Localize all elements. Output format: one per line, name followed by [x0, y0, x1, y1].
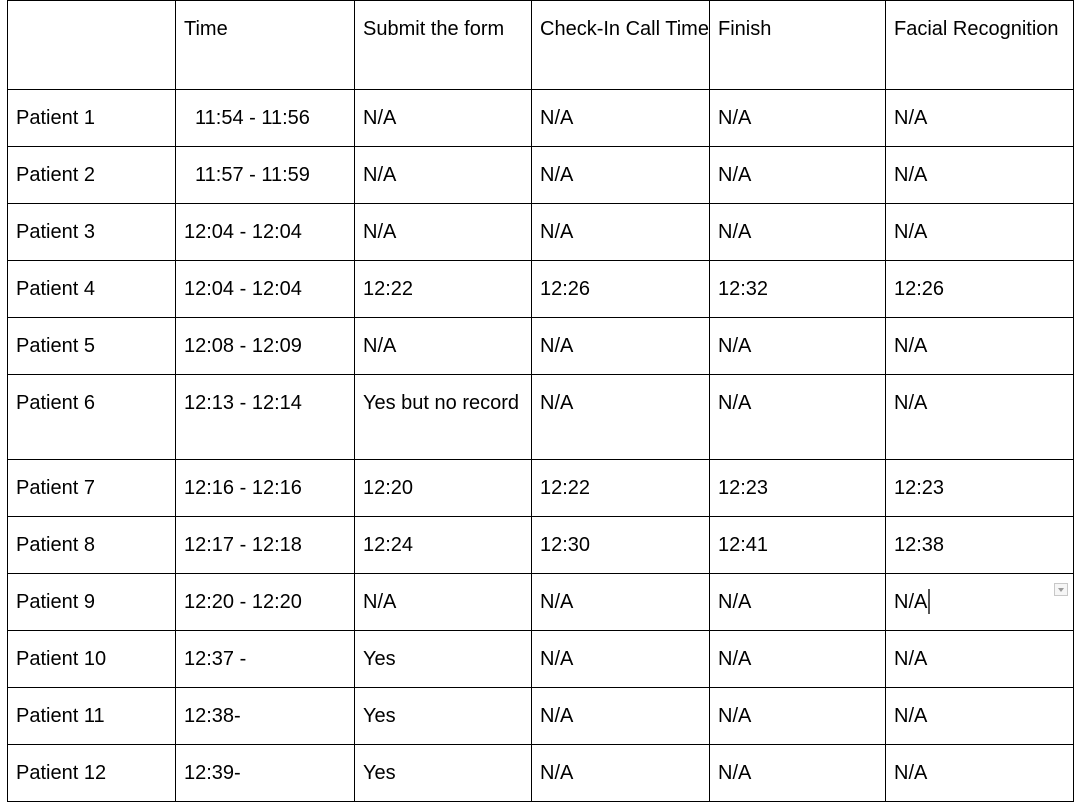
- cell-text: 12:20 - 12:20: [184, 591, 302, 613]
- table-cell-finish[interactable]: [710, 745, 886, 802]
- cell-text: N/A: [718, 107, 752, 129]
- cell-text: Patient 3: [16, 221, 95, 243]
- table-cell-patient[interactable]: [8, 90, 176, 147]
- table-cell-facial-recognition[interactable]: [886, 517, 1074, 574]
- table-row: [8, 204, 1074, 261]
- cell-text: N/A: [540, 392, 574, 414]
- cell-text: Yes but no record: [363, 392, 520, 414]
- header-cell-submit-form[interactable]: [355, 1, 532, 90]
- cell-text: N/A: [894, 335, 928, 357]
- table-cell-facial-recognition[interactable]: [886, 375, 1074, 460]
- table-cell-submit-form[interactable]: [355, 318, 532, 375]
- cell-text: N/A: [718, 164, 752, 186]
- table-cell-finish[interactable]: [710, 375, 886, 460]
- cell-text: N/A: [718, 221, 752, 243]
- table-cell-check-in-call-time[interactable]: [532, 90, 710, 147]
- cell-text: Patient 1: [16, 107, 95, 129]
- table-cell-patient[interactable]: [8, 375, 176, 460]
- cell-text: 11:54 - 11:56: [195, 107, 310, 129]
- table-cell-check-in-call-time[interactable]: [532, 261, 710, 318]
- header-cell-corner[interactable]: [8, 1, 176, 90]
- table-row: [8, 574, 1074, 631]
- table-cell-patient[interactable]: [8, 745, 176, 802]
- cell-text: N/A: [718, 762, 752, 784]
- table-cell-patient[interactable]: [8, 318, 176, 375]
- table-cell-patient[interactable]: [8, 147, 176, 204]
- table-cell-check-in-call-time[interactable]: [532, 460, 710, 517]
- header-cell-check-in-call-time[interactable]: [532, 1, 710, 90]
- cell-text: N/A: [894, 221, 928, 243]
- table-cell-time[interactable]: [176, 318, 355, 375]
- cell-text: N/A: [363, 107, 397, 129]
- table-cell-check-in-call-time[interactable]: [532, 745, 710, 802]
- cell-text: 12:13 - 12:14: [184, 392, 302, 414]
- cell-text: 12:26: [894, 278, 945, 300]
- table-cell-facial-recognition[interactable]: [886, 261, 1074, 318]
- table-cell-submit-form[interactable]: [355, 688, 532, 745]
- cell-text: Yes: [363, 705, 396, 727]
- cell-text: 12:37 -: [184, 648, 247, 670]
- table-row: [8, 147, 1074, 204]
- header-label: Finish: [718, 18, 772, 40]
- cell-text: N/A: [540, 107, 574, 129]
- cell-text: N/A: [540, 762, 574, 784]
- header-row: [8, 1, 1074, 90]
- table-cell-finish[interactable]: [710, 261, 886, 318]
- patient-timing-table: [7, 0, 1074, 802]
- header-label: Time: [184, 18, 228, 40]
- cell-text: 12:16 - 12:16: [184, 477, 302, 499]
- cell-text: 12:22: [540, 477, 591, 499]
- cell-text: Patient 12: [16, 762, 107, 784]
- cell-text: 12:17 - 12:18: [184, 534, 302, 556]
- table-cell-finish[interactable]: [710, 574, 886, 631]
- cell-text: 11:57 - 11:59: [195, 164, 310, 186]
- cell-text: N/A: [894, 648, 928, 670]
- table-row: [8, 90, 1074, 147]
- table-cell-time[interactable]: [176, 631, 355, 688]
- header-cell-time[interactable]: [176, 1, 355, 90]
- cell-text: 12:04 - 12:04: [184, 278, 302, 300]
- cell-text: Yes: [363, 648, 396, 670]
- table-cell-facial-recognition[interactable]: [886, 147, 1074, 204]
- cell-text: N/A: [894, 164, 928, 186]
- header-label: Check-In Call Time: [540, 18, 709, 40]
- table-cell-facial-recognition[interactable]: [886, 318, 1074, 375]
- header-label: Facial Recognition: [894, 18, 1059, 40]
- text-cursor: [928, 589, 930, 614]
- cell-text: N/A: [363, 221, 397, 243]
- cell-text: N/A: [894, 762, 928, 784]
- table-cell-patient[interactable]: [8, 204, 176, 261]
- cell-text: Patient 5: [16, 335, 95, 357]
- table-cell-finish[interactable]: [710, 318, 886, 375]
- table-cell-finish[interactable]: [710, 460, 886, 517]
- table-cell-patient[interactable]: [8, 574, 176, 631]
- cell-text: N/A: [894, 705, 928, 727]
- table-cell-finish[interactable]: [710, 517, 886, 574]
- cell-text: 12:20: [363, 477, 414, 499]
- table-cell-finish[interactable]: [710, 631, 886, 688]
- cell-text: Patient 6: [16, 392, 95, 414]
- cell-text: N/A: [718, 335, 752, 357]
- header-label: Submit the form: [363, 18, 505, 40]
- cell-text: N/A: [718, 591, 752, 613]
- cell-text: 12:30: [540, 534, 591, 556]
- cell-text: N/A: [540, 591, 574, 613]
- table-cell-check-in-call-time[interactable]: [532, 375, 710, 460]
- cell-text: 12:32: [718, 278, 769, 300]
- cell-text: Patient 11: [16, 705, 105, 727]
- cell-text: N/A: [363, 335, 397, 357]
- cell-text: Yes: [363, 762, 396, 784]
- table-cell-check-in-call-time[interactable]: [532, 204, 710, 261]
- cell-text: N/A: [540, 705, 574, 727]
- cell-text: N/A: [540, 164, 574, 186]
- table-cell-time[interactable]: [176, 745, 355, 802]
- cell-text: Patient 8: [16, 534, 95, 556]
- table-cell-time[interactable]: [176, 147, 355, 204]
- table-cell-finish[interactable]: [710, 688, 886, 745]
- table-cell-submit-form[interactable]: [355, 90, 532, 147]
- cell-text: N/A: [540, 648, 574, 670]
- table-row: [8, 631, 1074, 688]
- table-cell-check-in-call-time[interactable]: [532, 688, 710, 745]
- table-cell-submit-form[interactable]: [355, 204, 532, 261]
- table-cell-time[interactable]: [176, 688, 355, 745]
- cell-text: 12:22: [363, 278, 414, 300]
- table-cell-submit-form[interactable]: [355, 517, 532, 574]
- cell-text: Patient 2: [16, 164, 95, 186]
- table-cell-facial-recognition[interactable]: [886, 631, 1074, 688]
- table-row: [8, 375, 1074, 460]
- cell-text: N/A: [540, 335, 574, 357]
- chevron-down-icon[interactable]: [1054, 583, 1068, 596]
- table-cell-time[interactable]: [176, 204, 355, 261]
- cell-text: N/A: [894, 591, 928, 613]
- table-row: [8, 745, 1074, 802]
- cell-text: Patient 4: [16, 278, 95, 300]
- table-cell-facial-recognition[interactable]: [886, 745, 1074, 802]
- table-cell-patient[interactable]: [8, 688, 176, 745]
- table-cell-check-in-call-time[interactable]: [532, 631, 710, 688]
- table-cell-submit-form[interactable]: [355, 261, 532, 318]
- table-cell-submit-form[interactable]: [355, 147, 532, 204]
- table-cell-time[interactable]: [176, 460, 355, 517]
- cell-text: N/A: [894, 107, 928, 129]
- table-row: [8, 460, 1074, 517]
- table-cell-check-in-call-time[interactable]: [532, 318, 710, 375]
- table-cell-time[interactable]: [176, 90, 355, 147]
- table-cell-finish[interactable]: [710, 90, 886, 147]
- table-cell-facial-recognition[interactable]: [886, 90, 1074, 147]
- header-cell-facial-recognition[interactable]: [886, 1, 1074, 90]
- cell-text: 12:24: [363, 534, 414, 556]
- cell-text: N/A: [540, 221, 574, 243]
- table-row: [8, 688, 1074, 745]
- cell-text: 12:26: [540, 278, 591, 300]
- header-cell-finish[interactable]: [710, 1, 886, 90]
- cell-text: Patient 10: [16, 648, 107, 670]
- cell-text: N/A: [363, 591, 397, 613]
- table-cell-facial-recognition-active[interactable]: [886, 574, 1074, 631]
- cell-text: 12:23: [894, 477, 945, 499]
- table-cell-submit-form[interactable]: [355, 460, 532, 517]
- cell-text: 12:41: [718, 534, 769, 556]
- cell-text: 12:38-: [184, 705, 241, 727]
- table-cell-patient[interactable]: [8, 460, 176, 517]
- table-cell-submit-form[interactable]: [355, 745, 532, 802]
- table-cell-check-in-call-time[interactable]: [532, 147, 710, 204]
- header-label: [16, 1, 175, 16]
- table-cell-time[interactable]: [176, 517, 355, 574]
- table-cell-submit-form[interactable]: [355, 375, 532, 460]
- cell-text: 12:08 - 12:09: [184, 335, 302, 357]
- table-cell-patient[interactable]: [8, 261, 176, 318]
- table-cell-finish[interactable]: [710, 204, 886, 261]
- cell-text: Patient 9: [16, 591, 95, 613]
- cell-text: 12:04 - 12:04: [184, 221, 302, 243]
- cell-text: N/A: [718, 392, 752, 414]
- table-cell-facial-recognition[interactable]: [886, 688, 1074, 745]
- table-cell-facial-recognition[interactable]: [886, 460, 1074, 517]
- table-cell-time[interactable]: [176, 574, 355, 631]
- table-cell-patient[interactable]: [8, 631, 176, 688]
- table-cell-patient[interactable]: [8, 517, 176, 574]
- table-row: [8, 517, 1074, 574]
- table-cell-check-in-call-time[interactable]: [532, 574, 710, 631]
- cell-text: N/A: [363, 164, 397, 186]
- cell-text: N/A: [718, 705, 752, 727]
- cell-text: N/A: [718, 648, 752, 670]
- cell-text: N/A: [894, 392, 928, 414]
- table-cell-time[interactable]: [176, 261, 355, 318]
- table-row: [8, 318, 1074, 375]
- cell-text-wrap: [894, 574, 1073, 615]
- table-cell-finish[interactable]: [710, 147, 886, 204]
- table-cell-time[interactable]: [176, 375, 355, 460]
- table-cell-facial-recognition[interactable]: [886, 204, 1074, 261]
- cell-text: 12:23: [718, 477, 769, 499]
- table-cell-check-in-call-time[interactable]: [532, 517, 710, 574]
- cell-text: 12:38: [894, 534, 945, 556]
- cell-text: 12:39-: [184, 762, 241, 784]
- table-cell-submit-form[interactable]: [355, 574, 532, 631]
- table-row: [8, 261, 1074, 318]
- cell-text: Patient 7: [16, 477, 95, 499]
- table-cell-submit-form[interactable]: [355, 631, 532, 688]
